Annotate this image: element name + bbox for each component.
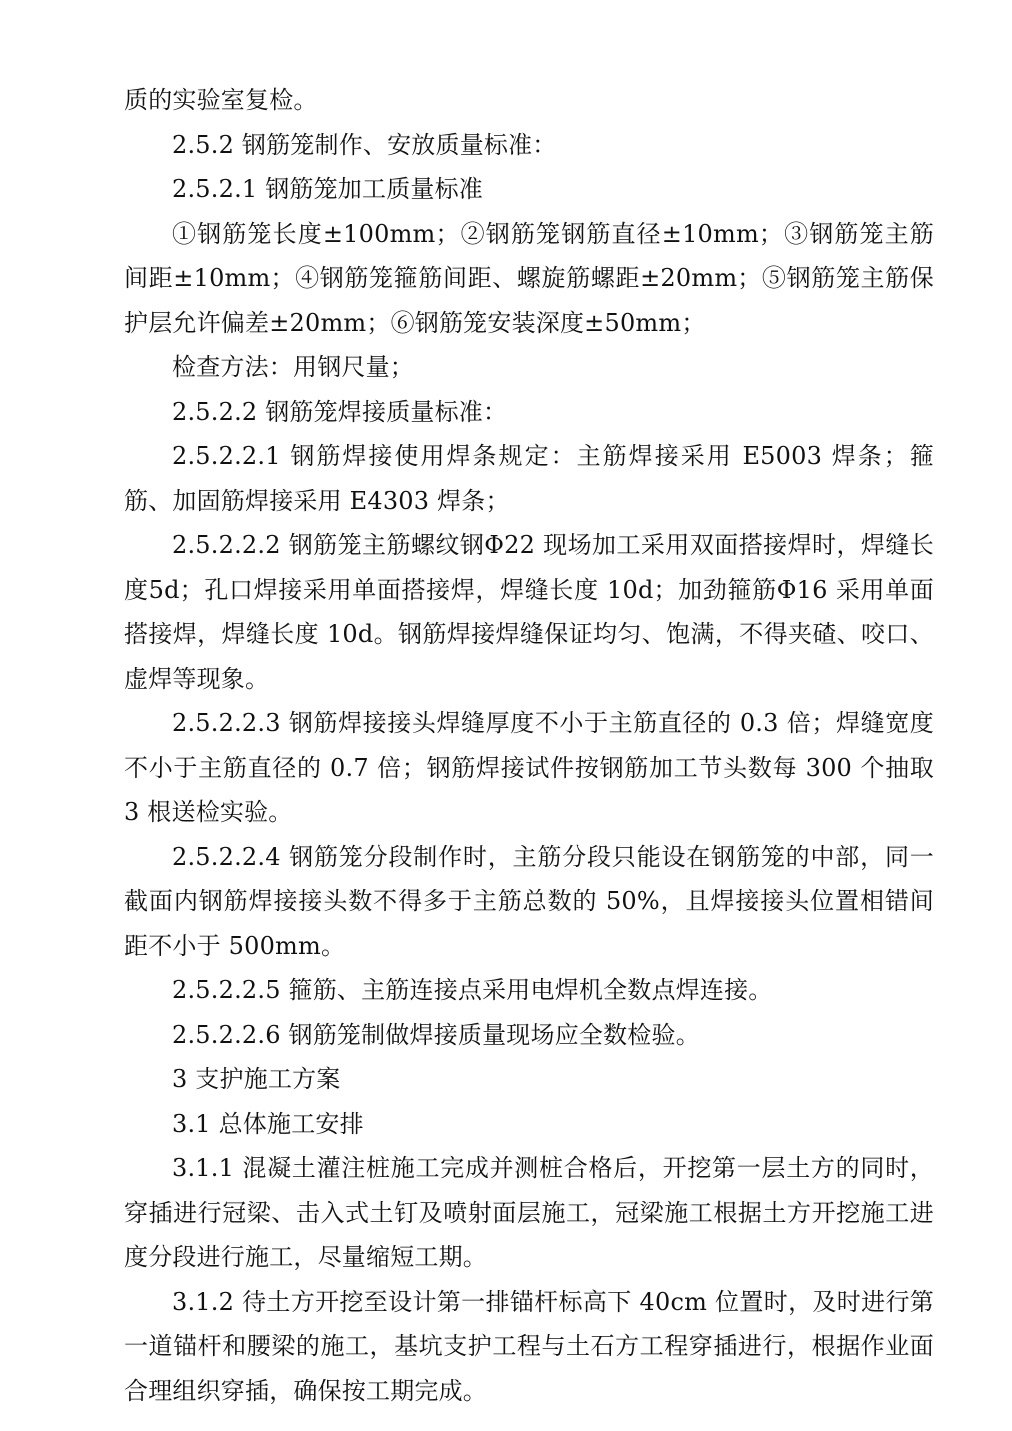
paragraph-2-5-2-2-2: 2.5.2.2.2 钢筋笼主筋螺纹钢Φ22 现场加工采用双面搭接焊时，焊缝长度5d；孔口焊接采用单面搭接焊，焊缝长度 10d；加劲箍筋Φ16 采用单面搭接焊，焊缝长度 10d。钢筋焊接焊缝保证均匀、饱满，不得夹碴、咬口、虚焊等现象。 bbox=[124, 531, 934, 693]
heading-2-5-2: 2.5.2 钢筋笼制作、安放质量标准： bbox=[172, 130, 557, 159]
paragraph-3-1-2: 3.1.2 待土方开挖至设计第一排锚杆标高下 40cm 位置时，及时进行第一道锚杆和腰梁的施工，基坑支护工程与土石方工程穿插进行，根据作业面合理组织穿插，确保按工期完成。 bbox=[124, 1287, 934, 1405]
paragraph-2-5-2-2-3: 2.5.2.2.3 钢筋焊接接头焊缝厚度不小于主筋直径的 0.3 倍；焊缝宽度不小于主筋直径的 0.7 倍；钢筋焊接试件按钢筋加工节头数每 300 个抽取 3 根送检实验。 bbox=[124, 709, 934, 826]
paragraph-continuation: 质的实验室复检。 bbox=[124, 86, 318, 114]
document-page bbox=[124, 78, 934, 1413]
heading-2-5-2-1: 2.5.2.1 钢筋笼加工质量标准 bbox=[172, 175, 483, 203]
paragraph-2-5-2-2-1: 2.5.2.2.1 钢筋焊接使用焊条规定：主筋焊接采用 E5003 焊条；箍筋、加固筋焊接采用 E4303 焊条； bbox=[124, 442, 934, 515]
paragraph-2-5-2-2-4: 2.5.2.2.4 钢筋笼分段制作时，主筋分段只能设在钢筋笼的中部，同一截面内钢筋焊接接头数不得多于主筋总数的 50%，且焊接接头位置相错间距不小于 500mm。 bbox=[124, 842, 934, 960]
paragraph-2-5-2-2-6: 2.5.2.2.6 钢筋笼制做焊接质量现场应全数检验。 bbox=[172, 1020, 700, 1049]
paragraph-2-5-2-2-5: 2.5.2.2.5 箍筋、主筋连接点采用电焊机全数点焊连接。 bbox=[172, 976, 773, 1004]
paragraph-3-1-1: 3.1.1 混凝土灌注桩施工完成并测桩合格后，开挖第一层土方的同时，穿插进行冠梁、击入式土钉及喷射面层施工，冠梁施工根据土方开挖施工进度分段进行施工，尽量缩短工期。 bbox=[124, 1154, 934, 1271]
heading-3: 3 支护施工方案 bbox=[172, 1065, 341, 1093]
paragraph-inspection-method: 检查方法：用钢尺量； bbox=[172, 353, 414, 381]
paragraph-tolerances: ①钢筋笼长度±100mm；②钢筋笼钢筋直径±10mm；③钢筋笼主筋间距±10mm；④钢筋笼箍筋间距、螺旋筋螺距±20mm；⑤钢筋笼主筋保护层允许偏差±20mm；⑥钢筋笼安装深度±50mm； bbox=[124, 219, 934, 337]
heading-3-1: 3.1 总体施工安排 bbox=[172, 1109, 364, 1138]
heading-2-5-2-2: 2.5.2.2 钢筋笼焊接质量标准： bbox=[172, 397, 508, 426]
